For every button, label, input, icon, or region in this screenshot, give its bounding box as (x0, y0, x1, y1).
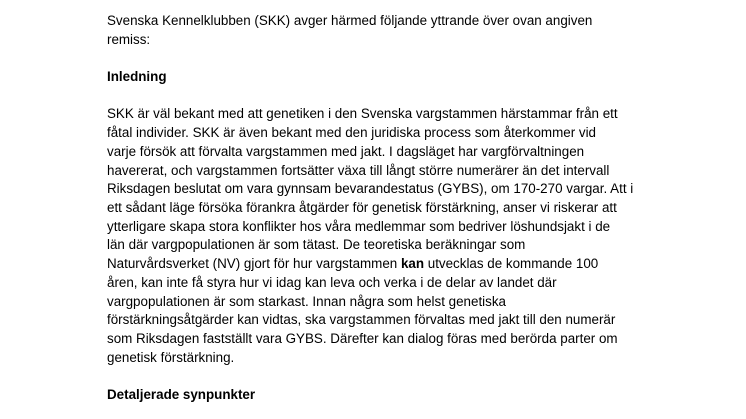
intro-paragraph (107, 12, 627, 49)
emphasis-before: Naturvårdsverket (NV) gjort för hur vargstammen (107, 256, 401, 272)
paragraph-line: län där vargpopulationen är som tätast. De teoretiska beräkningar som (107, 237, 526, 253)
paragraph-line: ytterligare skapa stora konflikter hos våra medlemmar som bedriver löshundsjakt i de (107, 218, 611, 234)
intro-line-1: Svenska Kennelklubben (SKK) avger härmed följande yttrande över ovan angiven (107, 13, 593, 28)
paragraph-line: åren, kan inte få styra hur vi idag kan leva och verka i de delar av landet där (107, 274, 557, 290)
paragraph-line-with-emphasis (107, 255, 627, 274)
emphasis-after: utvecklas de kommande 100 (424, 256, 599, 272)
paragraph-line: Riksdagen beslutat om vara gynnsam bevarandestatus (GYBS), om 170-270 vargar. Att i (107, 181, 634, 197)
paragraph-line: fåtal individer. SKK är även bekant med den juridiska process som återkommer vid (107, 125, 596, 141)
paragraph-line: förstärkningsåtgärder kan vidtas, ska vargstammen förvaltas med jakt till den numerär (107, 312, 616, 328)
emphasis-bold-word: kan (400, 256, 425, 272)
paragraph-line: SKK är väl bekant med att genetiken i den Svenska vargstammen härstammar från ett (107, 106, 618, 122)
section-heading-inledning: Inledning (107, 69, 167, 85)
paragraph-line: havererat, och vargstammen fortsätter växa till långt större numerärer än det intervall (107, 162, 610, 178)
inledning-paragraph (107, 105, 634, 367)
paragraph-line: genetisk förstärkning. (107, 349, 235, 365)
document-page (107, 12, 634, 405)
paragraph-line: vargpopulationen är som starkast. Innan några som helst genetiska (107, 293, 506, 309)
section-heading-detaljerade-synpunkter: Detaljerade synpunkter (107, 387, 256, 403)
intro-line-2: remiss: (107, 31, 151, 47)
paragraph-line: varje försök att förvalta vargstammen med jakt. I dagsläget har vargförvaltningen (107, 143, 585, 159)
paragraph-line: som Riksdagen fastställt vara GYBS. Därefter kan dialog föras med berörda parter om (107, 330, 618, 346)
paragraph-line: ett sådant läge försöka förankra åtgärder för genetisk förstärkning, anser vi riskerar att (107, 200, 617, 215)
